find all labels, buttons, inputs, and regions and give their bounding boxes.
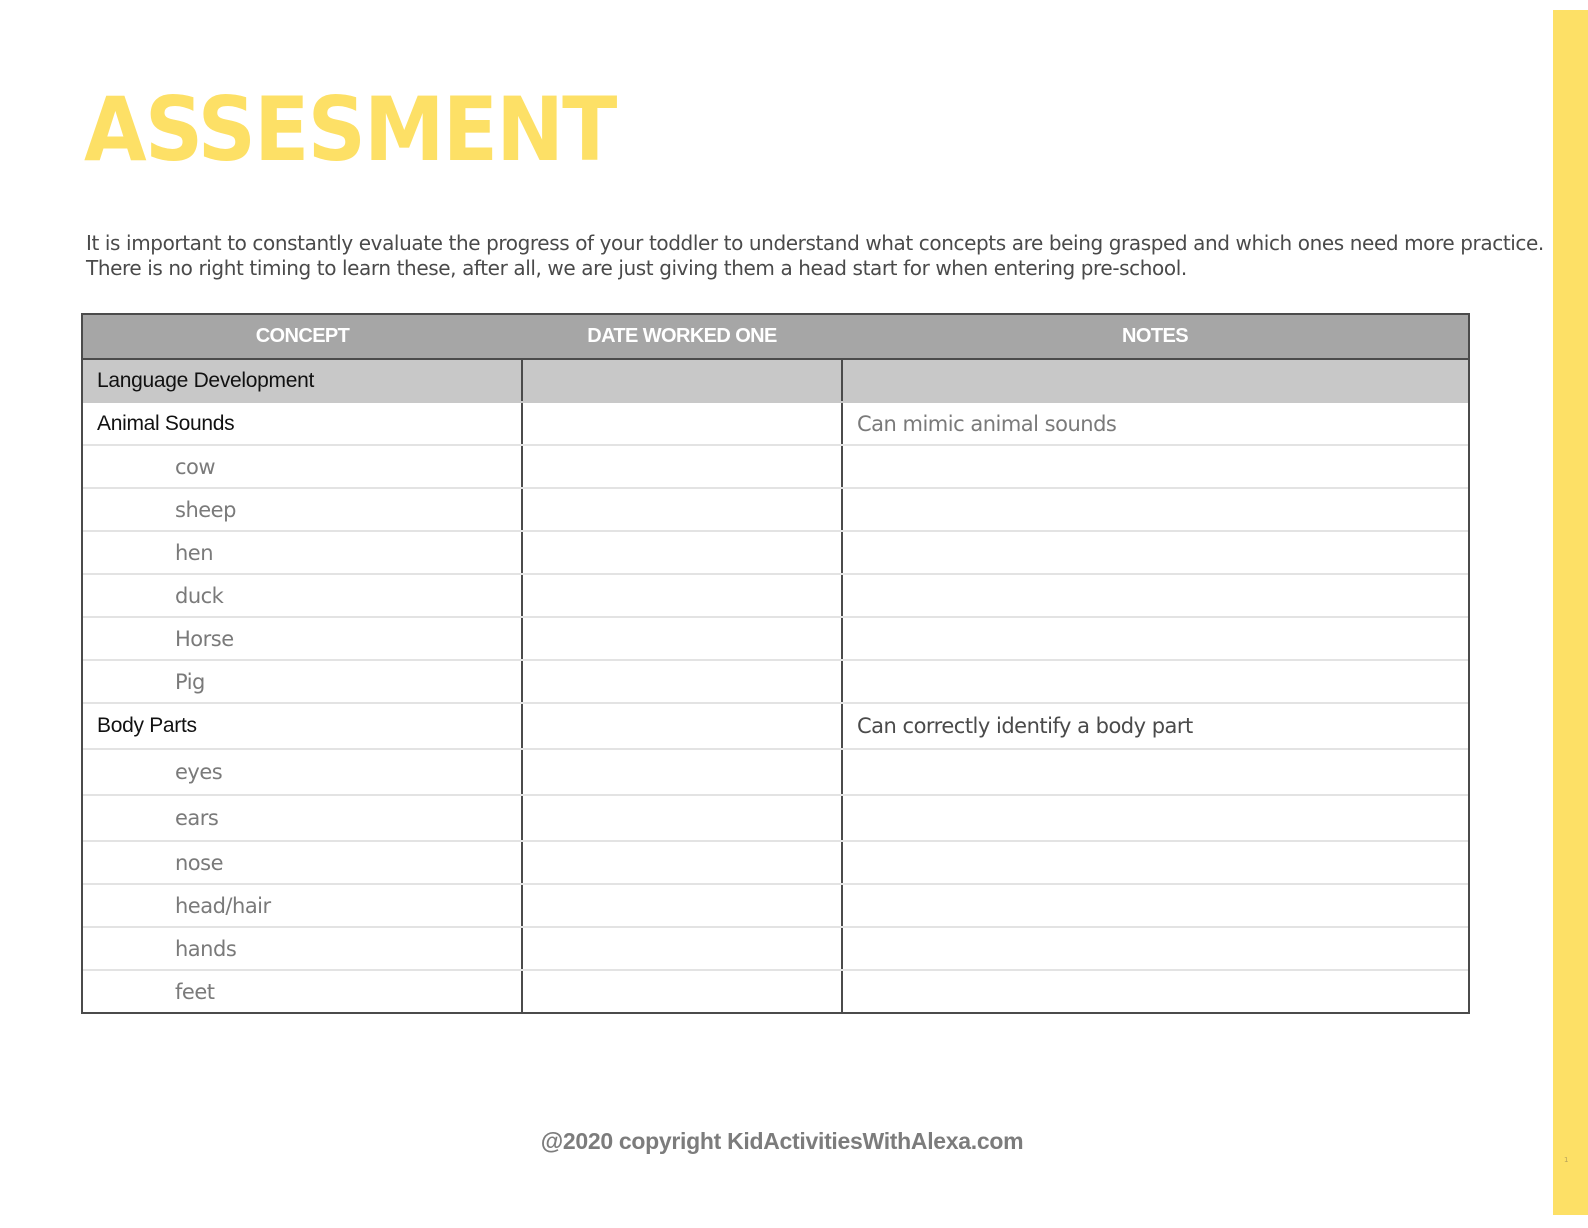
- header-concept: CONCEPT: [83, 315, 522, 359]
- notes-cell: [842, 660, 1468, 703]
- table-row: [83, 445, 1468, 488]
- notes-cell: [842, 795, 1468, 841]
- group-note: Can mimic animal sounds: [842, 402, 1468, 445]
- concept-item: eyes: [83, 749, 522, 795]
- notes-cell: [842, 445, 1468, 488]
- table-row: [83, 749, 1468, 795]
- table-row: [83, 884, 1468, 927]
- table-header-row: [83, 315, 1468, 359]
- table-row: [83, 574, 1468, 617]
- notes-cell: [842, 841, 1468, 884]
- date-cell: [522, 531, 842, 574]
- page-title: ASSESMENT: [84, 78, 616, 181]
- notes-cell: [842, 574, 1468, 617]
- concept-item: sheep: [83, 488, 522, 531]
- group-row-body-parts: [83, 703, 1468, 749]
- concept-item: feet: [83, 970, 522, 1012]
- table-row: [83, 660, 1468, 703]
- date-cell: [522, 488, 842, 531]
- notes-cell: [842, 927, 1468, 970]
- notes-cell: [842, 884, 1468, 927]
- date-cell: [522, 574, 842, 617]
- header-date-worked: DATE WORKED ONE: [522, 315, 842, 359]
- table-row: [83, 927, 1468, 970]
- date-cell: [522, 660, 842, 703]
- section-date-cell: [522, 359, 842, 402]
- group-label: Body Parts: [83, 703, 522, 749]
- table-row: [83, 970, 1468, 1012]
- date-cell: [522, 445, 842, 488]
- concept-item: duck: [83, 574, 522, 617]
- group-label: Animal Sounds: [83, 402, 522, 445]
- section-label: Language Development: [83, 359, 522, 402]
- date-cell: [522, 884, 842, 927]
- date-cell: [522, 402, 842, 445]
- group-note: Can correctly identify a body part: [842, 703, 1468, 749]
- notes-cell: [842, 488, 1468, 531]
- concept-item: Horse: [83, 617, 522, 660]
- concept-item: ears: [83, 795, 522, 841]
- notes-cell: [842, 531, 1468, 574]
- date-cell: [522, 749, 842, 795]
- table-row: [83, 617, 1468, 660]
- date-cell: [522, 970, 842, 1012]
- date-cell: [522, 795, 842, 841]
- intro-line-1: It is important to constantly evaluate the progress of your toddler to understand what concepts are being grasped and which ones need more practice.: [86, 231, 1544, 255]
- concept-item: head/hair: [83, 884, 522, 927]
- group-row-animal-sounds: [83, 402, 1468, 445]
- assessment-table-frame: [81, 313, 1470, 1014]
- table-row: [83, 531, 1468, 574]
- concept-item: hen: [83, 531, 522, 574]
- concept-item: nose: [83, 841, 522, 884]
- notes-cell: [842, 970, 1468, 1012]
- assessment-table: [83, 315, 1468, 1012]
- intro-line-2: There is no right timing to learn these, after all, we are just giving them a head start for when entering pre-school.: [86, 256, 1187, 280]
- concept-item: hands: [83, 927, 522, 970]
- notes-cell: [842, 749, 1468, 795]
- table-row: [83, 795, 1468, 841]
- intro-paragraph: [86, 231, 1546, 281]
- table-row: [83, 841, 1468, 884]
- date-cell: [522, 927, 842, 970]
- header-notes: NOTES: [842, 315, 1468, 359]
- date-cell: [522, 617, 842, 660]
- date-cell: [522, 841, 842, 884]
- section-notes-cell: [842, 359, 1468, 402]
- copyright-footer: @2020 copyright KidActivitiesWithAlexa.com: [540, 1128, 1024, 1154]
- side-accent-strip: [1553, 10, 1588, 1215]
- page-number: 1: [1564, 1156, 1569, 1164]
- concept-item: cow: [83, 445, 522, 488]
- concept-item: Pig: [83, 660, 522, 703]
- section-row: [83, 359, 1468, 402]
- notes-cell: [842, 617, 1468, 660]
- date-cell: [522, 703, 842, 749]
- table-row: [83, 488, 1468, 531]
